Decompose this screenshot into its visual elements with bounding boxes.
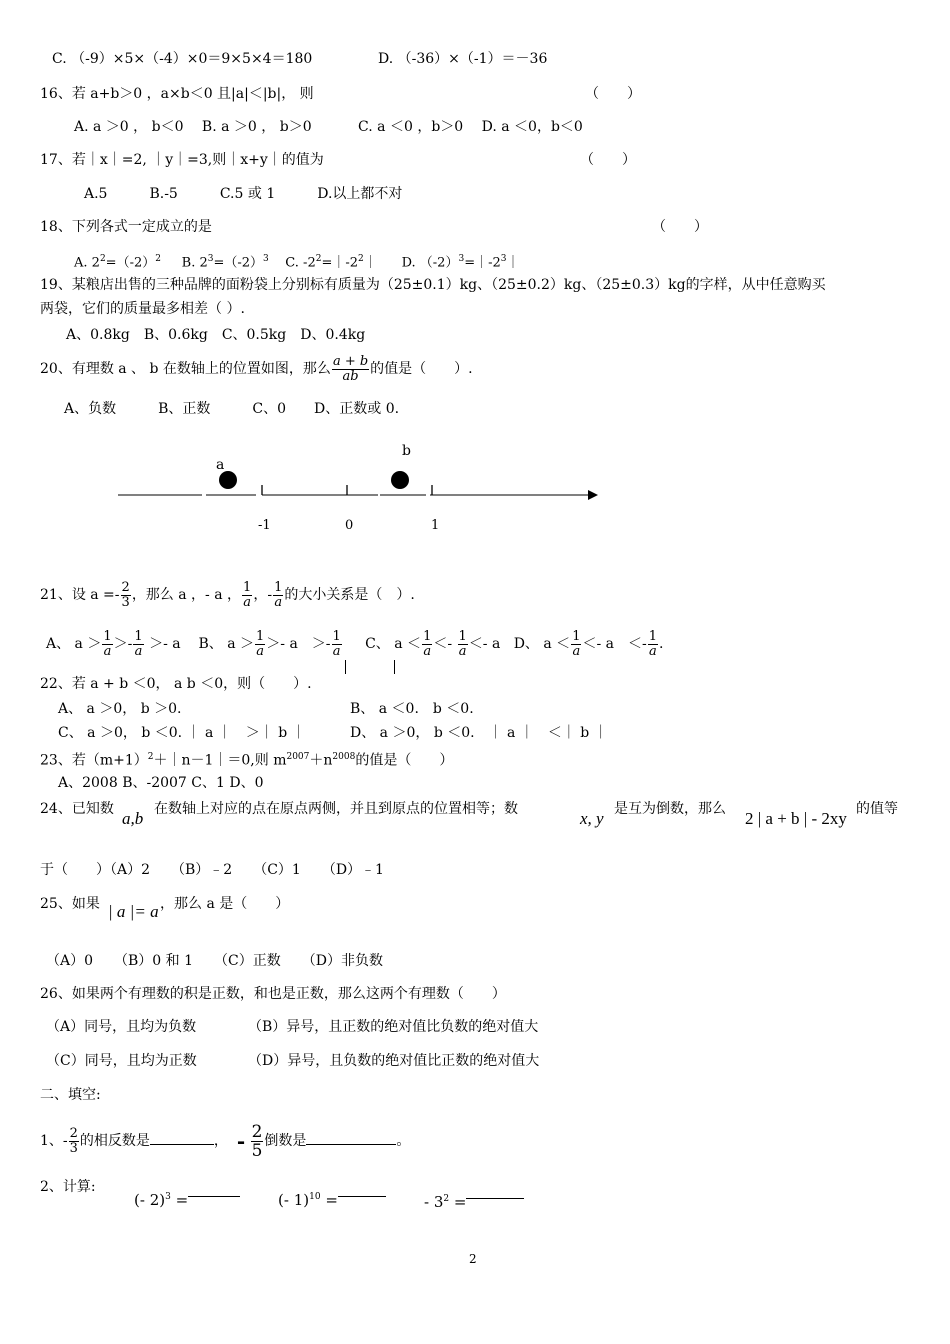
q21-fraction [458,630,468,659]
q21-fraction [102,630,112,659]
q22-option-a: A、 a ＞0， b ＞0. [58,701,182,717]
q21-stem-mid: ，那么 a ，- a ， [131,587,242,603]
q23-plus: ＋n [309,752,333,769]
q21-fraction [648,630,658,659]
q20-stem-post: 的值是（ ）. [370,361,473,377]
q16-stem: 16、若 a+b＞0 ，a×b＜0 且|a|＜|b|， 则 [40,86,314,102]
fraction-numerator: 2 [121,579,130,595]
tick-label-0: 0 [345,518,354,533]
q21-fraction [571,630,581,659]
q21-opt-d-end: . [659,636,664,652]
exponent: 2007 [286,752,310,762]
axis-arrow [588,490,598,500]
q22-stem: 22、若 a + b ＜0， a b ＜0，则（ ）. [40,676,312,692]
q18-opt-c: C. -2 [285,255,316,271]
fraction-numerator: a + b [332,353,369,369]
q26-option-c: （C）同号，且均为正数 [46,1053,197,1069]
exponent: 2 [155,254,161,264]
q18-stem: 18、下列各式一定成立的是 [40,219,212,235]
point-label-b: b [402,443,411,459]
q25-options: （A）0 （B）0 和 1 （C）正数 （D）非负数 [46,953,383,969]
q15-option-d: D. （-36）×（-1）＝－36 [378,51,548,67]
fraction-numerator: 1 [332,628,341,644]
answer-blank[interactable] [338,1188,386,1197]
fraction-denominator: a [274,594,283,610]
fraction-numerator: 1 [256,628,265,644]
fill-q2-expr-2 [278,1188,386,1209]
fraction-numerator: 2 [251,1121,263,1142]
q16-paren: （ ） [585,86,641,102]
q21-fraction [255,630,265,659]
tick-label-minus-1: -1 [258,518,271,533]
exponent: 2 [358,254,364,264]
fraction-numerator: 1 [572,628,581,644]
exponent: 3 [165,1192,171,1202]
q24-expression: 2 | a + b | - 2xy [745,809,847,828]
expr-text: (- 1) [278,1191,310,1209]
q26-option-a: （A）同号，且均为负数 [46,1019,197,1035]
fraction-denominator: 3 [121,594,130,610]
q21-fraction [332,630,342,659]
q21-opt-d: D、 a ＜ [513,636,571,652]
fill-q2-expr-1 [134,1188,240,1209]
fraction-denominator: a [256,643,265,659]
section-title-fill-in: 二、填空: [40,1087,101,1103]
fraction-numerator: 1 [648,628,658,644]
exponent: 2 [315,254,322,264]
expr-text: (- 2) [134,1191,166,1209]
fraction-denominator: a [332,643,341,659]
q21-opt-a: A、 a ＞ [46,636,102,652]
fill-q2-expr-3 [424,1190,524,1211]
q18-paren: （ ） [652,219,708,235]
fraction-denominator: a [458,643,467,659]
fraction-denominator: a [648,643,657,659]
q21-opt-a-end: ＞- a [149,636,181,652]
expr-text: - 3 [424,1193,444,1211]
answer-blank[interactable] [150,1130,214,1145]
q19-line2: 两袋，它们的质量最多相差（ ）. [40,301,245,317]
fraction-numerator: 1 [274,579,283,595]
q26-stem: 26、如果两个有理数的积是正数，和也是正数，那么这两个有理数（ ） [40,986,506,1002]
fill-q1-mid2: 倒数是 [264,1133,307,1149]
equals: = [325,1191,338,1209]
q21-opt-a-mid: ＞- [113,636,133,652]
fill-q1 [40,1122,410,1160]
q24-var-ab: a,b [122,809,144,828]
q23-stem-post: 的值是（ ） [355,752,454,769]
q21-fraction [242,581,252,610]
q18-options [74,250,520,272]
answer-blank[interactable] [188,1188,240,1197]
q23-stem [40,748,453,770]
equals: = [175,1191,189,1209]
fraction-numerator: 1 [134,628,143,644]
fraction-denominator: a [103,643,112,659]
point-b [391,471,409,489]
q18-opt-a-rest: =（-2） [105,255,156,271]
q20-fraction [332,355,369,384]
q21-opt-b: B、 a ＞ [198,636,254,652]
q21-stem [40,577,415,613]
tick-label-1: 1 [431,518,440,533]
fill-q2-label: 2、计算: [40,1179,96,1195]
exponent: 3 [458,254,465,264]
q18-opt-b: B. 2 [181,255,208,271]
q24-var-xy: x, y [580,809,604,828]
q26-option-b: （B）异号，且正数的绝对值比负数的绝对值大 [248,1019,539,1035]
q18-opt-b-rest: =（-2） [213,255,264,271]
q22-option-b: B、 a ＜0. b ＜0. [350,701,474,717]
q18-opt-c-bar: ｜ [363,255,377,271]
q22-option-c: C、 a ＞0， b ＜0. ｜ a ｜ ＞｜ b ｜ [58,725,306,741]
fraction-denominator: 5 [251,1140,263,1161]
fraction-numerator: 1 [423,628,432,644]
fraction-denominator: a [572,643,581,659]
fill-q1-mid: 的相反数是 [79,1133,150,1149]
q24-stem-pre: 24、已知数 [40,801,114,817]
q16-options: A. a ＞0 ， b＜0 B. a ＞0 ， b＞0 C. a ＜0 ，b＞0 D. a ＜0，b＜0 [74,119,583,135]
exponent: 3 [263,254,269,264]
fill-q1-fraction [69,1127,79,1156]
fraction-denominator: a [423,643,432,659]
q17-paren: （ ） [580,152,636,168]
exponent: 2 [147,752,154,762]
fill-q1-sep: ， [213,1133,228,1149]
stray-mark [394,660,395,674]
q18-opt-a: A. 2 [74,255,100,271]
q21-opt-c-end: ＜- a [468,636,501,652]
page-number: 2 [469,1252,477,1266]
q19-line1: 19、某粮店出售的三种品牌的面粉袋上分别标有质量为（25±0.1）kg、（25±0.2）kg、（25±0.3）kg的字样，从中任意购买 [40,277,826,293]
q21-opt-b-mid: ＞- a ＞- [266,636,331,652]
fraction-numerator: 1 [458,628,467,644]
q26-option-d: （D）异号，且负数的绝对值比正数的绝对值大 [248,1053,540,1069]
q25-expression: | a |= a [108,902,159,921]
answer-blank[interactable] [466,1190,524,1199]
exponent: 2 [99,254,106,264]
point-a [219,471,237,489]
q21-opt-d-mid: ＜- a ＜- [582,636,647,652]
exponent: 2 [443,1194,450,1204]
q18-opt-d-rest: =｜-2 [464,255,501,271]
exponent: 3 [207,254,214,264]
q24-stem-post: 的值等 [856,801,898,817]
q20-stem [40,352,473,386]
equals: = [453,1193,467,1211]
q21-stem-pre: 21、设 a =- [40,587,120,603]
q24-stem-mid2: 是互为倒数，那么 [614,801,726,817]
q21-minus: ，- [253,587,273,603]
q20-stem-pre: 20、有理数 a 、 b 在数轴上的位置如图，那么 [40,361,331,377]
stray-mark [345,660,346,674]
q18-opt-d-bar: ｜ [506,255,520,271]
q21-opt-c-mid: ＜- [433,636,453,652]
fraction-denominator: a [243,594,252,610]
q20-options: A、负数 B、正数 C、0 D、正数或 0. [64,401,400,417]
answer-blank[interactable] [306,1130,396,1145]
fill-q1-pre: 1、- [40,1133,68,1149]
q15-option-c: C. （-9）×5×（-4）×0＝9×5×4＝180 [52,51,313,67]
q21-opt-c: C、 a ＜ [365,636,422,652]
q21-options [46,626,663,662]
q21-fraction [133,630,143,659]
fill-q1-fraction-2 [251,1123,264,1160]
fraction-numerator: 1 [243,579,252,595]
exponent: 3 [500,254,507,264]
q24-line2: 于（ ）（A）2 （B）﹣2 （C）1 （D）﹣1 [40,862,384,878]
exponent: 2008 [332,752,356,762]
q19-options: A、0.8kg B、0.6kg C、0.5kg D、0.4kg [66,327,366,343]
q17-stem: 17、若｜x｜=2, ｜y｜=3,则｜x+y｜的值为 [40,152,324,168]
q18-opt-d: D. （-2） [401,255,459,271]
q21-fraction [422,630,432,659]
fraction-numerator: 1 [103,628,112,644]
fraction-numerator: 2 [69,1125,78,1141]
q23-stem-pre: 23、若（m+1） [40,752,148,769]
point-label-a: a [216,457,225,473]
q21-fraction [273,581,283,610]
fraction-denominator: a [134,643,143,659]
number-line-figure [110,438,610,538]
q18-opt-c-rest: =｜-2 [321,255,359,271]
q21-fraction [121,581,131,610]
fill-q1-neg: - [236,1129,246,1153]
q23-options: A、2008 B、-2007 C、1 D、0 [58,775,264,791]
q22-option-d: D、 a ＞0， b ＜0. ｜ a ｜ ＜｜ b ｜ [350,725,608,741]
q21-stem-post: 的大小关系是（ ）. [284,587,415,603]
q17-options: A.5 B.-5 C.5 或 1 D.以上都不对 [84,186,403,202]
fill-q1-end: 。 [396,1133,411,1149]
fraction-denominator: 3 [69,1140,78,1156]
q25-stem-post: ，那么 a 是（ ） [160,896,290,912]
exponent: 10 [309,1192,321,1202]
q23-stem-mid: ＋｜n－1｜＝0,则 m [153,752,287,769]
q24-stem-mid: 在数轴上对应的点在原点两侧，并且到原点的位置相等；数 [154,801,518,817]
fraction-denominator: ab [342,368,359,384]
q25-stem-pre: 25、如果 [40,896,100,912]
